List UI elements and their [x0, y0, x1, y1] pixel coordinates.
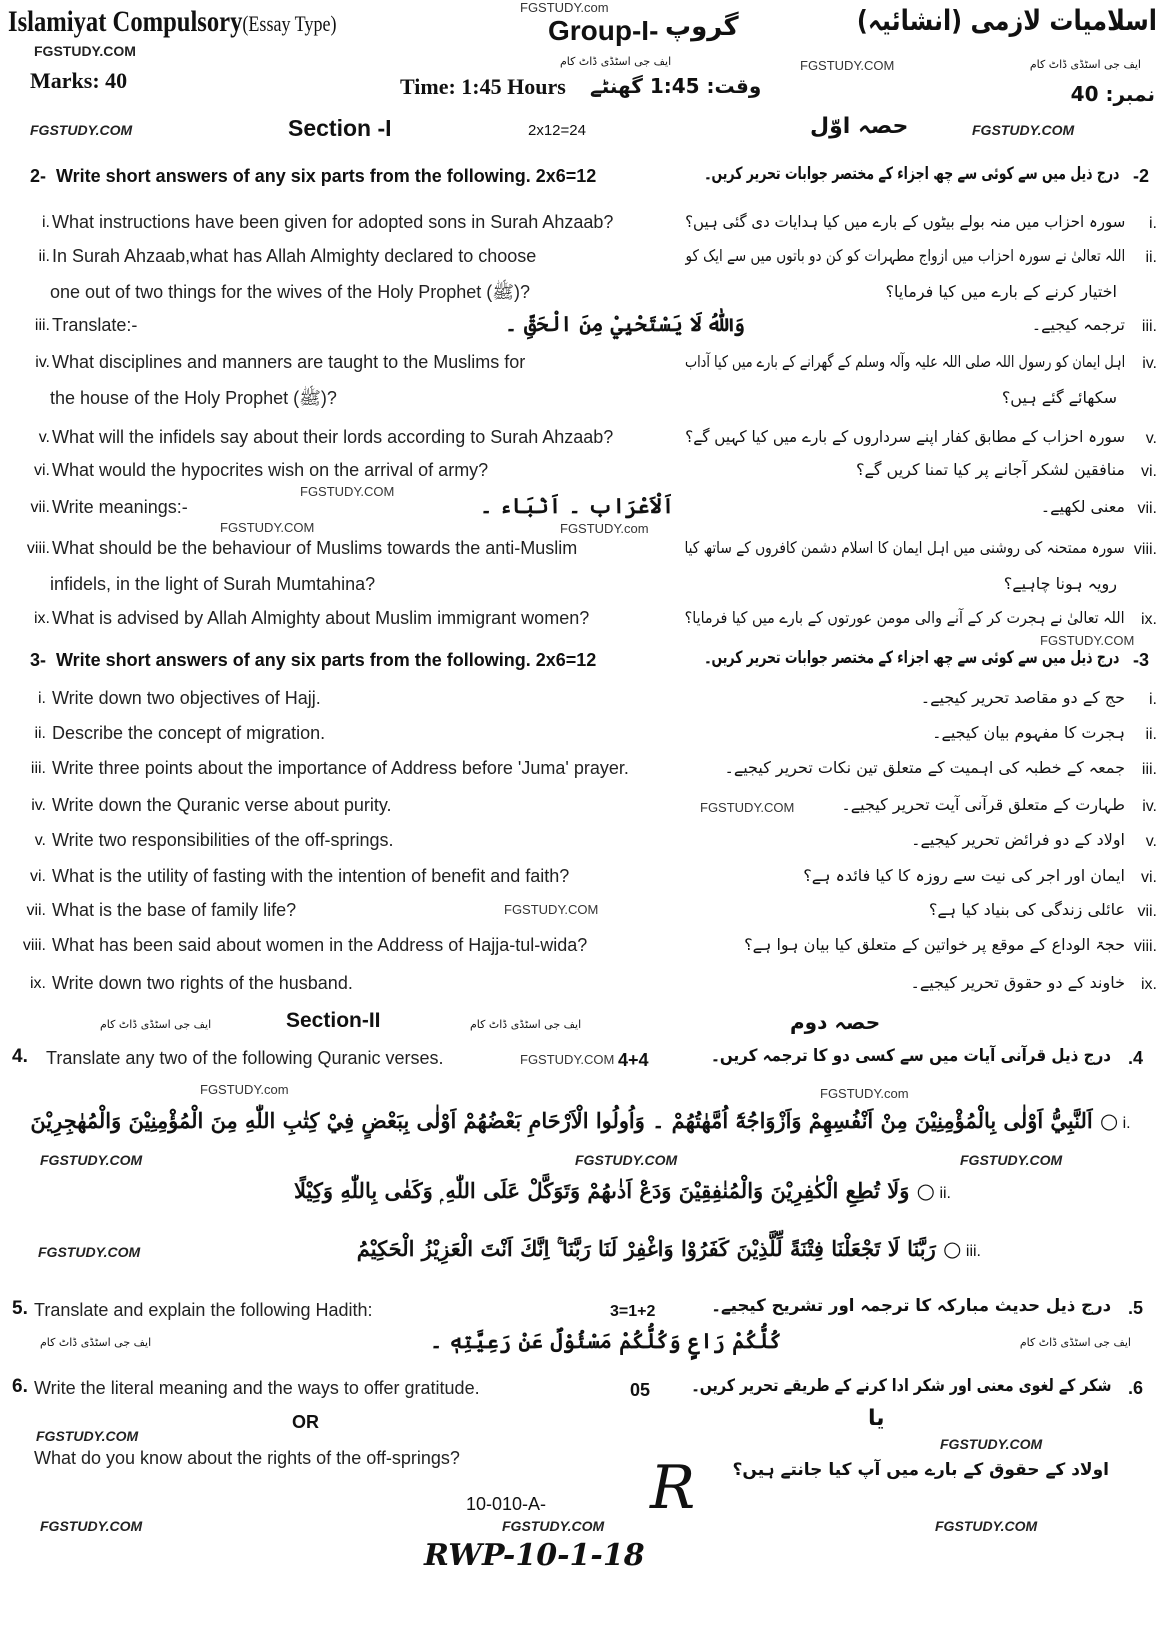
part-number-urdu: iv.: [1142, 355, 1157, 372]
part-number: iv.: [35, 354, 50, 371]
watermark: FGSTUDY.COM: [502, 1518, 605, 1534]
part-number-urdu: vii.: [1137, 903, 1157, 920]
part-text-urdu: ایمان اور اجر کی نیت سے روزہ کا کیا فائدہ ہے؟: [803, 866, 1125, 885]
paper-title: Islamiyat Compulsory(Essay Type): [8, 5, 337, 38]
part-text-urdu: رویہ ہونا چاہیے؟: [1003, 574, 1117, 593]
section-2-heading-urdu: حصہ دوم: [790, 1010, 881, 1034]
part-text: What will the infidels say about their lords according to Surah Ahzaab?: [52, 427, 614, 447]
part-number: ii.: [34, 725, 46, 742]
part-text-urdu: ترجمہ کیجیے۔: [1031, 315, 1125, 334]
part-text: What is the utility of fasting with the intention of benefit and faith?: [52, 866, 570, 886]
part-text: Describe the concept of migration.: [52, 723, 326, 743]
watermark: ایف جی اسٹڈی ڈاٹ کام: [560, 55, 672, 68]
part-text: infidels, in the light of Surah Mumtahina?: [50, 574, 376, 594]
q5-text: Translate and explain the following Hadith:: [34, 1300, 373, 1320]
part-number: ix.: [34, 610, 50, 627]
paper-code: 10-010-A-: [466, 1494, 547, 1514]
part-text-urdu: سورہ احزاب کے مطابق کفار اپنے سرداروں کے بارے میں کیا کہیں گے؟: [685, 427, 1125, 446]
section-2-heading: Section-II: [286, 1009, 381, 1032]
watermark: FGSTUDY.COM: [38, 1244, 141, 1260]
q4-number-urdu: .4: [1127, 1048, 1143, 1068]
q4-text-urdu: درج ذیل قرآنی آیات میں سے کسی دو کا ترجمہ کریں۔: [710, 1046, 1111, 1066]
part-text: What instructions have been given for adopted sons in Surah Ahzaab?: [52, 212, 614, 232]
q2-heading: Write short answers of any six parts from the following. 2x6=12: [56, 166, 597, 186]
watermark: FGSTUDY.COM: [30, 122, 133, 138]
part-number-urdu: i.: [1149, 215, 1157, 232]
watermark: FGSTUDY.COM: [40, 1518, 143, 1534]
verse-ii: [294, 1178, 951, 1203]
q6-number: 6.: [12, 1376, 28, 1397]
part-number-urdu: viii.: [1133, 938, 1157, 955]
marks-label-urdu: نمبر: 40: [1070, 82, 1155, 106]
part-text: Write two responsibilities of the off-springs.: [52, 830, 394, 850]
q6-number-urdu: .6: [1127, 1378, 1143, 1398]
part-text-urdu: اختیار کرنے کے بارے میں کیا فرمایا؟: [885, 282, 1117, 301]
verse-text: رَبَّنَا لَا تَجْعَلْنَا فِتْنَةً لِّلَّذِيْنَ كَفَرُوْا وَاغْفِرْ لَنَا رَبَّنَا ۚ اِنَّكَ اَنْتَ الْعَزِيْزُ الْحَكِيْمُ ○: [356, 1236, 962, 1261]
watermark: FGSTUDY.com: [820, 1086, 909, 1101]
verse-number: iii.: [965, 1243, 981, 1260]
section-1-marks: 2x12=24: [528, 122, 586, 139]
part-number: i.: [42, 214, 50, 231]
watermark: FGSTUDY.COM: [935, 1518, 1038, 1534]
part-number: viii.: [22, 937, 46, 954]
part-text: the house of the Holy Prophet (ﷺ)?: [50, 388, 337, 408]
hadith-text: كُلُّكُمْ رَاعٍ وَكُلُّكُمْ مَسْئُوْلٌ عَنْ رَعِيَّتِهٖ ۔: [430, 1328, 782, 1353]
q2-heading-urdu: درج ذیل میں سے کوئی سے چھ اجزاء کے مختصر جوابات تحریر کریں۔: [703, 164, 1119, 184]
watermark: FGSTUDY.COM: [972, 122, 1075, 138]
part-number-urdu: iii.: [1141, 318, 1157, 335]
part-text-urdu: حجۃ الوداع کے موقع پر خواتین کے متعلق کیا بیان ہوا ہے؟: [744, 935, 1125, 954]
part-text-urdu: طہارت کے متعلق قرآنی آیت تحریر کیجیے۔: [841, 795, 1125, 814]
part-text-urdu: عائلی زندگی کی بنیاد کیا ہے؟: [928, 900, 1125, 919]
or-label: OR: [292, 1412, 319, 1432]
part-number-urdu: ix.: [1141, 611, 1157, 628]
part-text: What has been said about women in the Address of Hajja-tul-wida?: [52, 935, 588, 955]
part-number: vi.: [30, 868, 46, 885]
watermark: ایف جی اسٹڈی ڈاٹ کام: [1029, 58, 1141, 71]
q3-heading: Write short answers of any six parts from the following. 2x6=12: [56, 650, 597, 670]
part-number-urdu: vi.: [1141, 463, 1157, 480]
handwritten-note: RWP-10-1-18: [424, 1538, 645, 1573]
watermark: FGSTUDY.COM: [575, 1152, 678, 1168]
part-number-urdu: iv.: [1142, 798, 1157, 815]
watermark: FGSTUDY.com: [520, 0, 609, 15]
arabic-text: اَلْاَعْرَاب ۔ اَنْبَاء ۔: [480, 493, 675, 518]
watermark: FGSTUDY.com: [560, 521, 649, 536]
part-number: ii.: [38, 248, 50, 265]
watermark: FGSTUDY.COM: [700, 800, 795, 815]
part-text: What should be the behaviour of Muslims towards the anti-Muslim: [52, 538, 578, 558]
part-text-urdu: سورہ احزاب میں منہ بولے بیٹوں کے بارے میں کیا ہدایات دی گئی ہیں؟: [684, 212, 1125, 231]
part-text: What is the base of family life?: [52, 900, 297, 920]
time-label: Time: 1:45 Hours: [400, 74, 566, 99]
watermark: FGSTUDY.COM: [220, 520, 315, 535]
watermark: FGSTUDY.com: [200, 1082, 289, 1097]
verse-i: [31, 1108, 1131, 1133]
watermark: FGSTUDY.COM: [1040, 633, 1135, 648]
part-number: vii.: [26, 902, 46, 919]
part-number-urdu: viii.: [1133, 541, 1157, 558]
part-number-urdu: iii.: [1141, 761, 1157, 778]
watermark: FGSTUDY.COM: [504, 902, 599, 917]
q2-number-urdu: -2: [1132, 166, 1149, 186]
watermark: FGSTUDY.COM: [300, 484, 395, 499]
group-label-urdu: گروپ: [665, 12, 739, 42]
part-text: Write three points about the importance of Address before 'Juma' prayer.: [52, 758, 629, 778]
watermark: FGSTUDY.COM: [800, 58, 895, 73]
watermark: ایف جی اسٹڈی ڈاٹ کام: [470, 1018, 582, 1031]
q5-text-urdu: درج ذیل حدیث مبارکہ کا ترجمہ اور تشریح کیجیے۔: [711, 1296, 1111, 1316]
watermark: FGSTUDY.COM: [960, 1152, 1063, 1168]
q6-marks: 05: [630, 1380, 651, 1400]
part-number: i.: [38, 690, 46, 707]
marks-label: Marks: 40: [30, 68, 128, 93]
group-label: Group-I-: [548, 15, 659, 46]
watermark: FGSTUDY.COM: [36, 1428, 139, 1444]
section-1-heading: Section -I: [288, 115, 392, 141]
watermark: ایف جی اسٹڈی ڈاٹ کام: [100, 1018, 212, 1031]
part-text: Write meanings:-: [52, 497, 188, 517]
part-text: one out of two things for the wives of the Holy Prophet (ﷺ)?: [50, 282, 531, 302]
part-text: What would the hypocrites wish on the arrival of army?: [52, 460, 489, 480]
q4-number: 4.: [12, 1046, 28, 1067]
part-text-urdu: معنی لکھیے۔: [1040, 497, 1125, 516]
q6-alternative-urdu: اولاد کے حقوق کے بارے میں آپ کیا جانتے ہیں؟: [732, 1460, 1109, 1480]
part-text: What disciplines and manners are taught to the Muslims for: [52, 352, 526, 372]
part-number-urdu: ii.: [1145, 726, 1157, 743]
part-number: vi.: [34, 462, 50, 479]
part-number: iii.: [30, 760, 46, 777]
arabic-text: وَاللّٰهُ لَا يَسْتَحْيِيْ مِنَ الْحَقِّ ۔: [505, 311, 746, 336]
part-number: vii.: [30, 499, 50, 516]
part-text-urdu: اللہ تعالیٰ نے ہجرت کر کے آنے والی مومن عورتوں کے بارے میں کیا فرمایا؟: [684, 608, 1125, 627]
time-label-urdu: وقت: 1:45 گھنٹے: [590, 74, 762, 98]
part-text-urdu: ہجرت کا مفہوم بیان کیجیے۔: [932, 723, 1125, 742]
part-number: ix.: [30, 975, 46, 992]
watermark: FGSTUDY.COM: [40, 1152, 143, 1168]
part-text-urdu: اہل ایمان کو رسول اللہ صلی اللہ علیہ وآلہ وسلم کے گھرانے کے بارے میں کیا آداب: [684, 352, 1125, 371]
part-number-urdu: vi.: [1141, 869, 1157, 886]
part-number: v.: [34, 832, 46, 849]
watermark: FGSTUDY.COM: [940, 1436, 1043, 1452]
q4-marks: 4+4: [618, 1050, 649, 1070]
part-text-urdu: سکھائے گئے ہیں؟: [1001, 388, 1117, 407]
part-text-urdu: جمعہ کے خطبہ کی اہمیت کے متعلق تین نکات تحریر کیجیے۔: [724, 758, 1125, 777]
part-number: iii.: [34, 317, 50, 334]
part-text-urdu: اولاد کے دو فرائض تحریر کیجیے۔: [911, 830, 1125, 849]
q3-heading-urdu: درج ذیل میں سے کوئی سے چھ اجزاء کے مختصر جوابات تحریر کریں۔: [703, 648, 1119, 668]
part-text: Write down two objectives of Hajj.: [52, 688, 321, 708]
part-text-urdu: اللہ تعالیٰ نے سورہ احزاب میں ازواج مطہرات کو کن دو باتوں میں سے ایک کو: [685, 246, 1125, 265]
part-number-urdu: vii.: [1137, 500, 1157, 517]
part-text: In Surah Ahzaab,what has Allah Almighty declared to choose: [52, 246, 537, 266]
verse-number: i.: [1123, 1115, 1131, 1132]
part-text: Write down the Quranic verse about purity.: [52, 795, 392, 815]
watermark: FGSTUDY.COM: [520, 1052, 615, 1067]
watermark: FGSTUDY.COM: [34, 43, 136, 59]
part-number-urdu: ix.: [1141, 976, 1157, 993]
part-text: What is advised by Allah Almighty about Muslim immigrant women?: [52, 608, 590, 628]
verse-text: اَلنَّبِيُّ اَوْلٰى بِالْمُؤْمِنِيْنَ مِنْ اَنْفُسِهِمْ وَاَزْوَاجُهٗٓ اُمَّهٰتُهُمْ ۔ وَاُولُوا الْاَرْحَامِ بَعْضُهُمْ اَوْلٰى بِبَعْضٍ فِيْ كِتٰبِ اللّٰهِ مِنَ الْمُؤْمِنِيْنَ وَالْمُهٰجِرِيْنَ ○: [30, 1108, 1119, 1133]
part-text-urdu: منافقین لشکر آجانے پر کیا تمنا کریں گے؟: [855, 460, 1125, 479]
part-number: iv.: [31, 797, 46, 814]
part-number: viii.: [26, 540, 50, 557]
part-number: v.: [38, 429, 50, 446]
paper-title-urdu: اسلامیات لازمی (انشائیہ): [856, 4, 1157, 37]
q5-marks: 3=1+2: [610, 1303, 656, 1320]
q5-number: 5.: [12, 1298, 28, 1319]
part-text: Write down two rights of the husband.: [52, 973, 353, 993]
or-label-urdu: یا: [868, 1406, 885, 1431]
q6-alternative: What do you know about the rights of the off-springs?: [34, 1448, 460, 1468]
part-text-urdu: حج کے دو مقاصد تحریر کیجیے۔: [920, 688, 1125, 707]
verse-iii: [357, 1236, 981, 1261]
verse-number: ii.: [939, 1185, 951, 1202]
part-number-urdu: v.: [1145, 833, 1157, 850]
part-text: Translate:-: [52, 315, 138, 335]
verse-text: وَلَا تُطِعِ الْكٰفِرِيْنَ وَالْمُنٰفِقِيْنَ وَدَعْ اَذٰىهُمْ وَتَوَكَّلْ عَلَى اللّٰهِ ۭ وَكَفٰى بِاللّٰهِ وَكِيْلًا ○: [294, 1178, 935, 1203]
q3-number-urdu: -3: [1132, 650, 1149, 670]
part-number-urdu: i.: [1149, 691, 1157, 708]
part-number-urdu: v.: [1145, 430, 1157, 447]
q6-text-urdu: شکر کے لغوی معنی اور شکر ادا کرنے کے طریقے تحریر کریں۔: [690, 1376, 1111, 1396]
q3-number: 3-: [30, 650, 47, 670]
section-1-heading-urdu: حصہ اوّل: [810, 114, 909, 139]
part-text-urdu: سورہ ممتحنہ کی روشنی میں اہل ایمان کا اسلام دشمن کافروں کے ساتھ کیا: [684, 538, 1125, 557]
part-number-urdu: ii.: [1145, 249, 1157, 266]
q5-number-urdu: .5: [1127, 1298, 1143, 1318]
q4-text: Translate any two of the following Quranic verses.: [46, 1048, 444, 1068]
q2-number: 2-: [30, 166, 47, 186]
q6-text: Write the literal meaning and the ways to offer gratitude.: [34, 1378, 480, 1398]
watermark: ایف جی اسٹڈی ڈاٹ کام: [1019, 1336, 1131, 1349]
part-text-urdu: خاوند کے دو حقوق تحریر کیجیے۔: [910, 973, 1125, 992]
handwritten-initial: R: [650, 1453, 696, 1523]
watermark: ایف جی اسٹڈی ڈاٹ کام: [40, 1336, 152, 1349]
